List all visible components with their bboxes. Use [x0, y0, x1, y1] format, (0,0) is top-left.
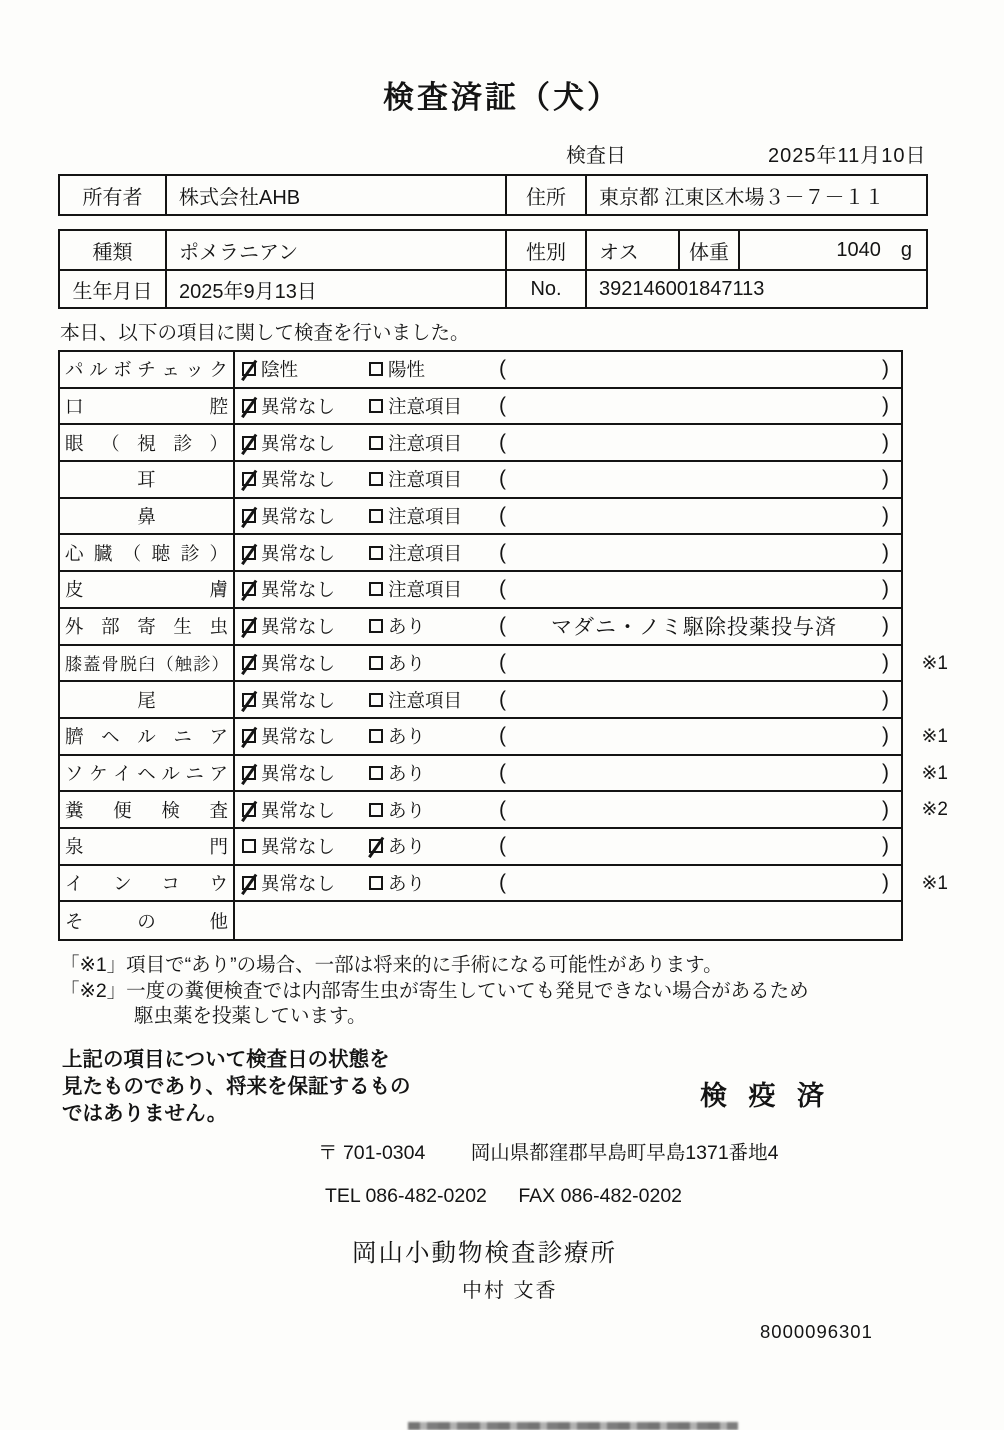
option-2: [362, 576, 499, 602]
item-options: [235, 866, 901, 901]
item-options: [235, 535, 901, 570]
close-paren: ): [882, 394, 889, 418]
inspection-row: [60, 719, 948, 756]
option-1: [235, 723, 362, 749]
document-code: 8000096301: [760, 1320, 873, 1342]
close-paren: ): [882, 357, 889, 381]
close-paren: ): [882, 430, 889, 454]
option-label: 異常なし: [261, 726, 336, 748]
no-label: No.: [505, 269, 585, 307]
clinic-address: 岡山県都窪郡早島町早島1371番地4: [470, 1141, 779, 1164]
option-1: [235, 356, 362, 382]
checkbox-checked[interactable]: [242, 436, 256, 450]
clinic-fax: FAX 086-482-0202: [518, 1184, 683, 1207]
option-2: [362, 833, 499, 859]
item-label: そ の 他: [60, 902, 235, 939]
inspection-row: [60, 425, 901, 462]
close-paren: ): [882, 577, 889, 601]
breed-label: 種類: [92, 241, 133, 264]
inspection-row: [60, 462, 901, 499]
item-options: [235, 572, 901, 607]
checkbox-unchecked[interactable]: [369, 656, 383, 670]
disclaimer-line-1: 上記の項目について検査日の状態を: [62, 1047, 390, 1071]
option-label: あり: [388, 872, 426, 894]
option-label: 異常なし: [261, 542, 336, 564]
open-paren: (: [499, 650, 506, 674]
open-paren: (: [499, 467, 506, 491]
open-paren: (: [499, 870, 506, 894]
option-label: 異常なし: [261, 762, 336, 784]
clinic-address-line: [318, 1137, 1004, 1165]
open-paren: (: [499, 834, 506, 858]
option-label: 異常なし: [261, 799, 336, 821]
quarantine-stamp: 検 疫 済: [700, 1080, 832, 1111]
item-options: [235, 499, 901, 534]
footnote-1: 「※1」項目で“あり”の場合、一部は将来的に手術になる可能性があります。: [60, 954, 723, 976]
inspection-row: [60, 535, 901, 572]
item-options: [235, 719, 901, 754]
checkbox-checked[interactable]: [242, 729, 256, 743]
pet-table: [58, 229, 928, 309]
footnote-mark: ※1: [921, 652, 948, 674]
bottom-block: [0, 1046, 1004, 1127]
option-label: 注意項目: [388, 579, 463, 601]
option-1: [235, 503, 362, 529]
disclaimer-line-3: ではありません。: [62, 1101, 228, 1125]
option-2: [362, 503, 499, 529]
item-label: 口 腔: [60, 389, 235, 424]
footnote-mark: ※1: [921, 725, 948, 747]
checkbox-unchecked[interactable]: [369, 693, 383, 707]
item-options: [235, 682, 901, 717]
checkbox-unchecked[interactable]: [369, 436, 383, 450]
owner-label: 所有者: [82, 186, 143, 209]
sex-value: オス: [585, 231, 678, 269]
checkbox-checked[interactable]: [242, 546, 256, 560]
option-1: [235, 870, 362, 896]
open-paren: (: [499, 577, 506, 601]
option-1: [235, 613, 362, 639]
inspection-row: [60, 572, 901, 609]
inspection-row: [60, 756, 948, 793]
breed-value: ポメラニアン: [165, 231, 505, 269]
option-label: 異常なし: [261, 432, 336, 454]
clinic-tel: TEL 086-482-0202: [325, 1184, 487, 1207]
sex-label: 性別: [505, 231, 585, 269]
page-title: 検査済証（犬）: [383, 80, 621, 115]
open-paren: (: [499, 504, 506, 528]
inspection-row: [60, 646, 948, 683]
option-1: [235, 466, 362, 492]
owner-address-label: 住所: [505, 176, 585, 214]
item-label: パ ル ボ チ ェ ッ ク: [60, 352, 235, 387]
checkbox-checked[interactable]: [242, 876, 256, 890]
close-paren: ): [882, 504, 889, 528]
item-options: [235, 462, 901, 497]
checkbox-checked[interactable]: [242, 362, 256, 376]
inspection-row: [60, 352, 901, 389]
option-2: [362, 723, 499, 749]
close-paren: ): [882, 614, 889, 638]
item-options: [235, 389, 901, 424]
option-1: [235, 540, 362, 566]
weight-unit: g: [900, 238, 912, 261]
option-label: 陽性: [388, 359, 426, 381]
option-label: 異常なし: [261, 506, 336, 528]
option-label: 異常なし: [261, 872, 336, 894]
checkbox-checked[interactable]: [242, 399, 256, 413]
option-2: [362, 797, 499, 823]
option-label: あり: [388, 762, 426, 784]
close-paren: ): [882, 797, 889, 821]
checkbox-unchecked[interactable]: [369, 803, 383, 817]
option-label: 注意項目: [388, 432, 463, 454]
option-label: あり: [388, 652, 426, 674]
item-options: [235, 756, 901, 791]
item-options: [235, 352, 901, 387]
checkbox-checked[interactable]: [242, 619, 256, 633]
checkbox-unchecked[interactable]: [369, 546, 383, 560]
checkbox-checked[interactable]: [242, 766, 256, 780]
checkbox-unchecked[interactable]: [369, 472, 383, 486]
disclaimer: [62, 1046, 1004, 1127]
option-2: [362, 613, 499, 639]
close-paren: ): [882, 760, 889, 784]
checkbox-unchecked[interactable]: [369, 582, 383, 596]
checkbox-checked[interactable]: [242, 472, 256, 486]
close-paren: ): [882, 540, 889, 564]
weight-label: 体重: [678, 231, 738, 269]
inspection-table: [58, 350, 948, 941]
option-2: [362, 870, 499, 896]
footnote-2: 「※2」一度の糞便検査では内部寄生虫が寄生していても発見できない場合があるため: [60, 979, 809, 1002]
option-1: [235, 833, 362, 859]
item-options: [235, 829, 901, 864]
item-label: 泉 門: [60, 829, 235, 864]
item-options: [235, 902, 901, 939]
option-1: [235, 797, 362, 823]
footnote-mark: ※1: [921, 872, 948, 894]
option-1: [235, 760, 362, 786]
item-label: 眼 （ 視 診 ）: [60, 425, 235, 460]
item-label: 耳: [60, 462, 235, 497]
close-paren: ): [882, 467, 889, 491]
item-label: 心 臓 （ 聴 診 ）: [60, 535, 235, 570]
option-label: 異常なし: [261, 652, 336, 674]
open-paren: (: [499, 724, 506, 748]
item-options: [235, 792, 901, 827]
option-2: [362, 466, 499, 492]
open-paren: (: [499, 797, 506, 821]
option-2: [362, 760, 499, 786]
option-label: 陰性: [261, 359, 299, 381]
owner-name: 株式会社AHB: [165, 176, 505, 214]
open-paren: (: [499, 394, 506, 418]
footnote-2-cont: 駆虫薬を投薬しています。: [134, 1005, 367, 1027]
checkbox-unchecked[interactable]: [242, 839, 256, 853]
disclaimer-line-2: 見たものであり、将来を保証するもの: [62, 1074, 411, 1098]
birth-label: 生年月日: [60, 269, 165, 307]
checkbox-unchecked[interactable]: [369, 362, 383, 376]
open-paren: (: [499, 357, 506, 381]
birth-value: 2025年9月13日: [165, 269, 505, 307]
inspection-row: [60, 389, 901, 426]
open-paren: (: [499, 540, 506, 564]
inspection-row: [60, 499, 901, 536]
item-label: 臍 ヘ ル ニ ア: [60, 719, 235, 754]
option-label: 注意項目: [388, 469, 463, 491]
footnote-mark: ※2: [921, 799, 948, 821]
close-paren: ): [882, 724, 889, 748]
checkbox-checked[interactable]: [242, 693, 256, 707]
checkbox-unchecked[interactable]: [369, 729, 383, 743]
option-label: 注意項目: [388, 542, 463, 564]
option-label: 異常なし: [261, 579, 336, 601]
item-label: 糞 便 検 査: [60, 792, 235, 827]
option-2: [362, 430, 499, 456]
option-label: あり: [388, 836, 426, 858]
option-2: [362, 650, 499, 676]
option-1: [235, 576, 362, 602]
close-paren: ): [882, 870, 889, 894]
open-paren: (: [499, 687, 506, 711]
option-1: [235, 687, 362, 713]
item-label: 皮 膚: [60, 572, 235, 607]
close-paren: ): [882, 687, 889, 711]
checkbox-unchecked[interactable]: [369, 876, 383, 890]
item-label: ソ ケ イ ヘ ル ニ ア: [60, 756, 235, 791]
inspection-date-line: [566, 139, 1004, 168]
staff-name: 中村 文香: [462, 1279, 558, 1302]
postal-mark: 〒: [318, 1141, 338, 1164]
inspection-row: [60, 902, 901, 939]
item-label: 膝 蓋 骨 脱 臼 （ 触 診 ）: [60, 646, 235, 681]
option-label: 異常なし: [261, 469, 336, 491]
item-options: [235, 609, 901, 644]
checkbox-checked[interactable]: [242, 656, 256, 670]
footnotes: [60, 953, 1004, 1030]
no-value: 392146001847113: [585, 269, 926, 307]
checkbox-unchecked[interactable]: [369, 619, 383, 633]
checkbox-checked[interactable]: [242, 582, 256, 596]
inspection-row: [60, 609, 901, 646]
option-2: [362, 540, 499, 566]
footnote-mark: ※1: [921, 762, 948, 784]
option-2: [362, 393, 499, 419]
item-options: [235, 425, 901, 460]
scan-artifact: [408, 1422, 738, 1430]
open-paren: (: [499, 430, 506, 454]
option-label: あり: [388, 799, 426, 821]
close-paren: ): [882, 650, 889, 674]
item-label: 尾: [60, 682, 235, 717]
weight-value: [738, 231, 926, 269]
inspection-row: [60, 829, 901, 866]
option-1: [235, 393, 362, 419]
checkbox-unchecked[interactable]: [369, 399, 383, 413]
owner-address: 東京都 江東区木場３－７－１１: [585, 176, 926, 214]
option-label: 注意項目: [388, 689, 463, 711]
inspection-row: [60, 682, 901, 719]
checkbox-checked[interactable]: [369, 839, 383, 853]
option-label: あり: [388, 616, 426, 638]
open-paren: (: [499, 614, 506, 638]
owner-table: [58, 174, 928, 216]
option-label: 異常なし: [261, 689, 336, 711]
intro-text: 本日、以下の項目に関して検査を行いました。: [60, 322, 470, 344]
close-paren: ): [882, 834, 889, 858]
item-label: 外 部 寄 生 虫: [60, 609, 235, 644]
option-2: [362, 687, 499, 713]
checkbox-unchecked[interactable]: [369, 766, 383, 780]
option-1: [235, 650, 362, 676]
postal-code: 701-0304: [342, 1141, 426, 1164]
option-label: 注意項目: [388, 506, 463, 528]
inspection-date-value: 2025年11月10日: [768, 145, 927, 167]
option-label: あり: [388, 726, 426, 748]
open-paren: (: [499, 760, 506, 784]
option-label: 異常なし: [261, 836, 336, 858]
item-label: イ ン コ ウ: [60, 866, 235, 901]
checkbox-checked[interactable]: [242, 509, 256, 523]
inspection-date-label: 検査日: [566, 145, 626, 167]
item-label: 鼻: [60, 499, 235, 534]
clinic-name: 岡山小動物検査診療所: [352, 1239, 617, 1267]
inspection-row: [60, 792, 948, 829]
option-label: 異常なし: [261, 396, 336, 418]
checkbox-unchecked[interactable]: [369, 509, 383, 523]
option-1: [235, 430, 362, 456]
checkbox-checked[interactable]: [242, 803, 256, 817]
option-2: [362, 356, 499, 382]
item-note: マダニ・ノミ駆除投薬投与済: [551, 616, 837, 640]
option-label: 注意項目: [388, 396, 463, 418]
option-label: 異常なし: [261, 616, 336, 638]
weight-number: 1040: [836, 238, 881, 261]
clinic-phone-line: [325, 1185, 1004, 1208]
item-options: [235, 646, 901, 681]
inspection-row: [60, 866, 948, 903]
